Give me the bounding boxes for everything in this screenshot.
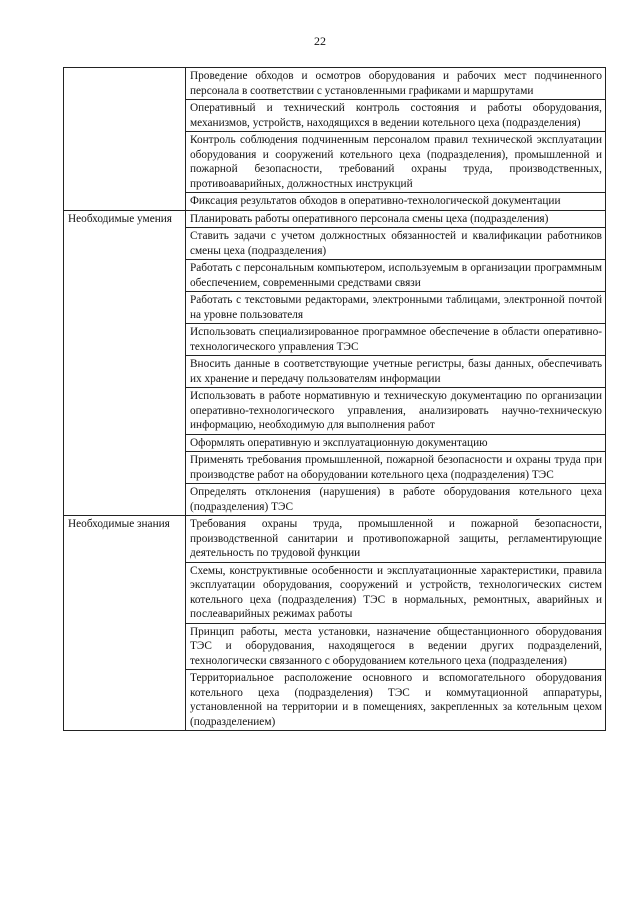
requirement-cell: Определять отклонения (нарушения) в работе оборудования котельного цеха (подразделения) ТЭС <box>186 484 606 516</box>
requirement-cell: Планировать работы оперативного персонала смены цеха (подразделения) <box>186 210 606 228</box>
requirement-cell: Проведение обходов и осмотров оборудования и рабочих мест подчиненного персонала в соответствии с установленными графиками и маршрутами <box>186 68 606 100</box>
requirement-cell: Ставить задачи с учетом должностных обязанностей и квалификации работников смены цеха (подразделения) <box>186 228 606 260</box>
table-row <box>64 516 606 563</box>
table-row <box>64 210 606 228</box>
requirement-cell: Работать с персональным компьютером, используемым в организации программным обеспечением, современными средствами связи <box>186 260 606 292</box>
page-number: 22 <box>314 34 326 48</box>
requirement-cell: Территориальное расположение основного и вспомогательного оборудования котельного цеха (подразделения) ТЭС и коммутационной аппаратуры, установленной на территории и в помещениях, закрепленных за котельным цехом (подразделением) <box>186 670 606 731</box>
requirement-cell: Схемы, конструктивные особенности и эксплуатационные характеристики, правила эксплуатации оборудования, сооружений и устройств, технологических систем котельного цеха (подразделения) ТЭС в нормальных, ремонтных, аварийных и послеаварийных режимах работы <box>186 562 606 623</box>
requirement-cell: Фиксация результатов обходов в оперативно-технологической документации <box>186 193 606 211</box>
requirement-cell: Требования охраны труда, промышленной и пожарной безопасности, производственной санитарии и противопожарной защиты, регламентирующие деятельность по трудовой функции <box>186 516 606 563</box>
requirement-cell: Контроль соблюдения подчиненным персоналом правил технической эксплуатации оборудования и сооружений котельного цеха (подразделения), промышленной и пожарной безопасности, требований охраны труда, производственных, противоаварийных, должностных инструкций <box>186 132 606 193</box>
competency-table <box>63 67 606 731</box>
requirement-cell: Оперативный и технический контроль состояния и работы оборудования, механизмов, устройств, находящихся в ведении котельного цеха (подразделения) <box>186 100 606 132</box>
section-label <box>64 68 186 211</box>
requirement-cell: Использовать в работе нормативную и техническую документацию по организации оперативно-технологического управления, анализировать научно-техническую информацию, необходимую для выполнения работ <box>186 388 606 435</box>
requirement-cell: Принцип работы, места установки, назначение общестанционного оборудования ТЭС и оборудования, находящегося в ведении других подразделений, технологически связанного с оборудованием котельного цеха (подразделения) <box>186 623 606 670</box>
section-label: Необходимые умения <box>64 210 186 516</box>
requirement-cell: Работать с текстовыми редакторами, электронными таблицами, электронной почтой на уровне пользователя <box>186 292 606 324</box>
competency-table-body <box>64 68 606 731</box>
requirement-cell: Оформлять оперативную и эксплуатационную документацию <box>186 434 606 452</box>
table-row <box>64 68 606 100</box>
requirement-cell: Использовать специализированное программное обеспечение в области оперативно-технологического управления ТЭС <box>186 324 606 356</box>
requirement-cell: Применять требования промышленной, пожарной безопасности и охраны труда при производстве работ на оборудовании котельного цеха (подразделения) ТЭС <box>186 452 606 484</box>
section-label: Необходимые знания <box>64 516 186 731</box>
requirement-cell: Вносить данные в соответствующие учетные регистры, базы данных, обеспечивать их хранение и передачу пользователям информации <box>186 356 606 388</box>
